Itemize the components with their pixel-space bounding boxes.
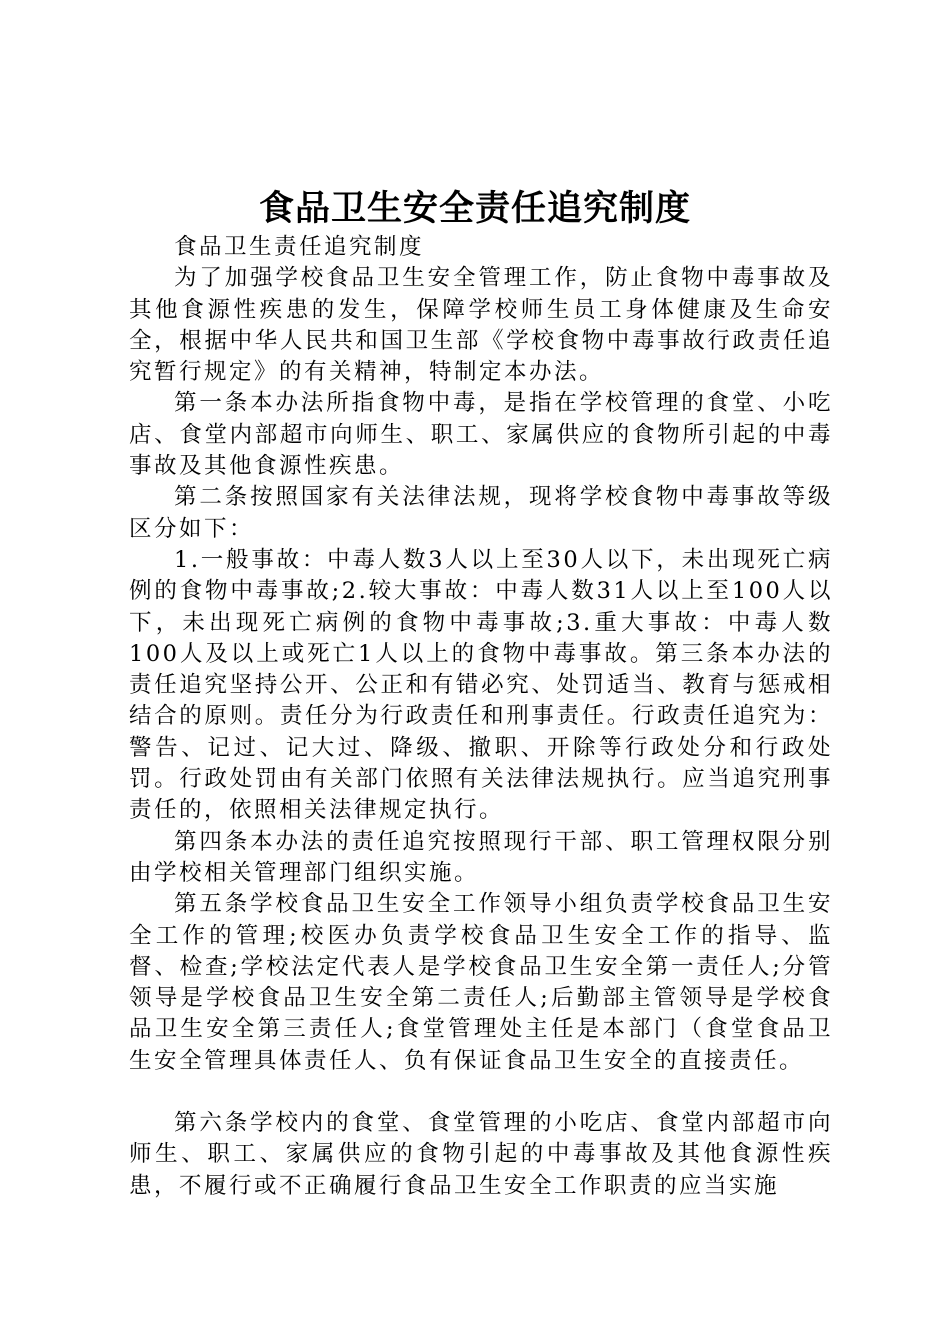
paragraph-article-5: 第五条学校食品卫生安全工作领导小组负责学校食品卫生安全工作的管理;校医办负责学校食品卫生安全工作的指导、监督、检查;学校法定代表人是学校食品卫生安全第一责任人;分管领导是学校食品卫生安全第二责任人;后勤部主管领导是学校食品卫生安全第三责任人;食堂管理处主任是本部门（食堂食品卫生安全管理具体责任人、负有保证食品卫生安全的直接责任。: [129, 891, 833, 1074]
paragraph-article-4: 第四条本办法的责任追究按照现行干部、职工管理权限分别由学校相关管理部门组织实施。: [129, 828, 833, 886]
paragraph-article-1: 第一条本办法所指食物中毒，是指在学校管理的食堂、小吃店、食堂内部超市向师生、职工、家属供应的食物所引起的中毒事故及其他食源性疾患。: [129, 390, 833, 480]
document-body: [129, 232, 833, 1202]
paragraph-intro: 为了加强学校食品卫生安全管理工作，防止食物中毒事故及其他食源性疾患的发生，保障学校师生员工身体健康及生命安全，根据中华人民共和国卫生部《学校食物中毒事故行政责任追究暂行规定》的有关精神，特制定本办法。: [129, 265, 833, 386]
paragraph-article-6: 第六条学校内的食堂、食堂管理的小吃店、食堂内部超市向师生、职工、家属供应的食物引起的中毒事故及其他食源性疾患，不履行或不正确履行食品卫生安全工作职责的应当实施: [129, 1110, 833, 1199]
paragraph-article-2: 第二条按照国家有关法律法规，现将学校食物中毒事故等级区分如下：: [129, 484, 833, 542]
paragraph-subtitle: 食品卫生责任追究制度: [174, 234, 425, 260]
paragraph-article-2-levels: 1.一般事故：中毒人数3人以上至30人以下，未出现死亡病例的食物中毒事故;2.较大事故：中毒人数31人以上至100人以下，未出现死亡病例的食物中毒事故;3.重大事故：中毒人数100人及以上或死亡1人以上的食物中毒事故。第三条本办法的责任追究坚持公开、公正和有错必究、处罚适当、教育与惩戒相结合的原则。责任分为行政责任和刑事责任。行政责任追究为：警告、记过、记大过、降级、撤职、开除等行政处分和行政处罚。行政处罚由有关部门依照有关法律法规执行。应当追究刑事责任的，依照相关法律规定执行。: [129, 546, 833, 824]
document-title: 食品卫生安全责任追究制度: [258, 188, 691, 229]
